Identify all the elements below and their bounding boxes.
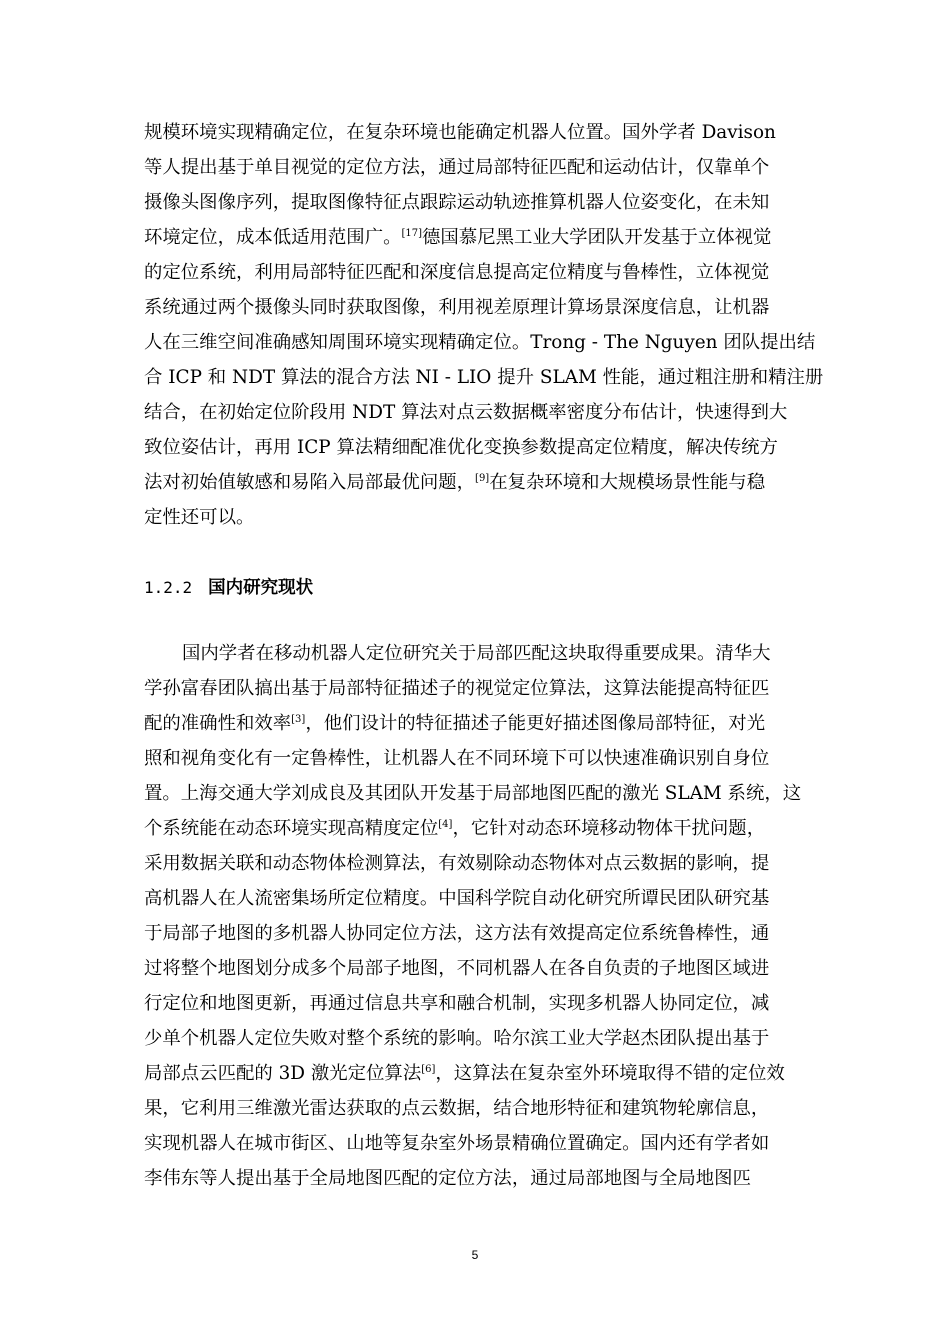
paragraph-line: [144, 1062, 785, 1086]
citation-3: [3]: [291, 714, 306, 725]
paragraph-line: [144, 331, 815, 355]
paragraph-line: [144, 747, 769, 771]
paragraph-line: [144, 887, 769, 911]
line-text: 的定位系统，利用局部特征匹配和深度信息提高定位精度与鲁棒性，立体视觉: [144, 262, 770, 283]
line-text: 系统通过两个摄像头同时获取图像，利用视差原理计算场景深度信息，让机器: [144, 297, 770, 318]
paragraph-line: [144, 712, 765, 736]
paragraph-line: [144, 1167, 751, 1191]
paragraph-line: [144, 296, 769, 320]
section-heading: [144, 576, 313, 600]
line-text: ，它针对动态环境移动物体干扰问题，: [452, 818, 766, 839]
citation-17: [17]: [401, 228, 423, 239]
paragraph-line: [144, 782, 801, 806]
line-text: 李伟东等人提出基于全局地图匹配的定位方法，通过局部地图与全局地图匹: [144, 1168, 751, 1189]
paragraph-line: [144, 436, 778, 460]
line-text: 结合，在初始定位阶段用 NDT 算法对点云数据概率密度分布估计，快速得到大: [144, 402, 788, 423]
line-text: 致位姿估计，再用 ICP 算法精细配准优化变换参数提高定位精度，解决传统方: [144, 437, 778, 458]
line-text: 环境定位，成本低适用范围广。: [144, 227, 402, 248]
paragraph-line: [144, 226, 771, 250]
line-text: 个系统能在动态环境实现高精度定位: [144, 818, 439, 839]
line-text: ，这算法在复杂室外环境取得不错的定位效: [435, 1063, 785, 1084]
paragraph-line: [144, 677, 769, 701]
line-text: 国内学者在移动机器人定位研究关于局部匹配这块取得重要成果。清华大: [182, 643, 771, 664]
section-number: 1.2.2: [144, 578, 193, 597]
paragraph-line: [144, 1132, 769, 1156]
paragraph-line: [144, 1097, 769, 1121]
line-text: 摄像头图像序列，提取图像特征点跟踪运动轨迹推算机器人位姿变化，在未知: [144, 192, 770, 213]
line-text: 配的准确性和效率: [144, 713, 292, 734]
paragraph-line: [144, 1027, 769, 1051]
line-text: 实现机器人在城市街区、山地等复杂室外场景精确位置确定。国内还有学者如: [144, 1133, 770, 1154]
line-text: 等人提出基于单目视觉的定位方法，通过局部特征匹配和运动估计，仅靠单个: [144, 157, 770, 178]
paragraph-line: [144, 156, 769, 180]
line-text: 人在三维空间准确感知周围环境实现精确定位。Trong - The Nguyen 团队提出结: [144, 332, 816, 353]
paragraph-line: [182, 642, 771, 666]
line-text: 少单个机器人定位失败对整个系统的影响。哈尔滨工业大学赵杰团队提出基于: [144, 1028, 770, 1049]
paragraph-line: [144, 852, 769, 876]
line-text: 行定位和地图更新，再通过信息共享和融合机制，实现多机器人协同定位，减: [144, 993, 770, 1014]
paragraph-line: [144, 992, 769, 1016]
citation-6: [6]: [421, 1064, 436, 1075]
paragraph-line: [144, 401, 787, 425]
line-text: 法对初始值敏感和易陷入局部最优问题，: [144, 472, 476, 493]
line-text: ，他们设计的特征描述子能更好描述图像局部特征，对光: [305, 713, 766, 734]
paragraph-line: [144, 366, 823, 390]
paragraph-line: [144, 471, 765, 495]
paragraph-line: [144, 261, 769, 285]
line-text: 采用数据关联和动态物体检测算法，有效剔除动态物体对点云数据的影响，提: [144, 853, 770, 874]
line-text: 德国慕尼黑工业大学团队开发基于立体视觉: [422, 227, 772, 248]
paragraph-line: [144, 922, 769, 946]
line-text: 置。上海交通大学刘成良及其团队开发基于局部地图匹配的激光 SLAM 系统，这: [144, 783, 802, 804]
section-title: 国内研究现状: [208, 578, 314, 598]
citation-4: [4]: [438, 819, 453, 830]
line-text: 学孙富春团队搞出基于局部特征描述子的视觉定位算法，这算法能提高特征匹: [144, 678, 770, 699]
paragraph-line: [144, 191, 769, 215]
line-text: 于局部子地图的多机器人协同定位方法，这方法有效提高定位系统鲁棒性，通: [144, 923, 770, 944]
paragraph-line: [144, 957, 769, 981]
citation-9: [9]: [475, 473, 490, 484]
line-text: 过将整个地图划分成多个局部子地图，不同机器人在各自负责的子地图区域进: [144, 958, 770, 979]
line-text: 合 ICP 和 NDT 算法的混合方法 NI - LIO 提升 SLAM 性能，通过粗注册和精注册: [144, 367, 824, 388]
paragraph-line: [144, 506, 254, 530]
line-text: 高机器人在人流密集场所定位精度。中国科学院自动化研究所谭民团队研究基: [144, 888, 770, 909]
line-text: 规模环境实现精确定位，在复杂环境也能确定机器人位置。国外学者 Davison: [144, 122, 776, 143]
line-text: 在复杂环境和大规模场景性能与稳: [489, 472, 766, 493]
line-text: 局部点云匹配的 3D 激光定位算法: [144, 1063, 422, 1084]
page-number: 5: [471, 1248, 479, 1262]
line-text: 照和视角变化有一定鲁棒性，让机器人在不同环境下可以快速准确识别自身位: [144, 748, 770, 769]
paragraph-line: [144, 817, 765, 841]
line-text: 果，它利用三维激光雷达获取的点云数据，结合地形特征和建筑物轮廓信息，: [144, 1098, 770, 1119]
paragraph-line: [144, 121, 776, 145]
line-text: 定性还可以。: [144, 507, 255, 528]
